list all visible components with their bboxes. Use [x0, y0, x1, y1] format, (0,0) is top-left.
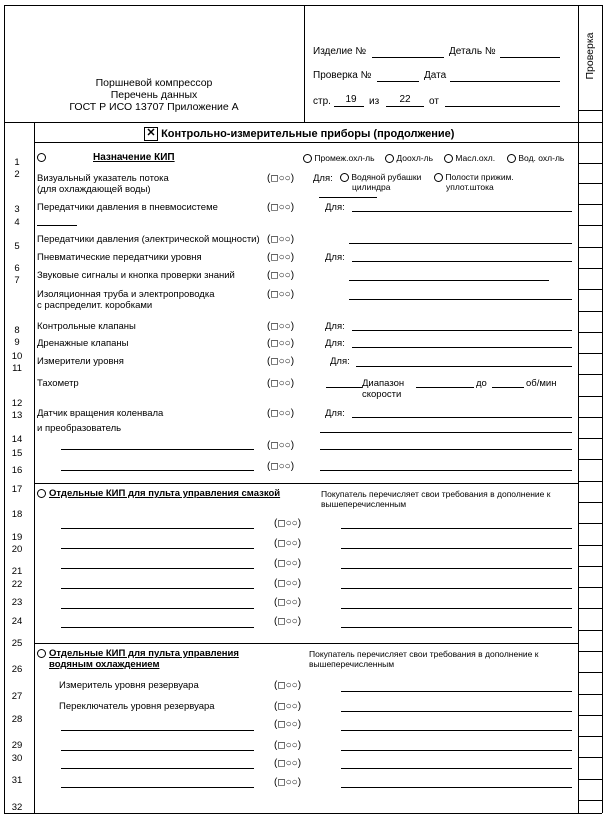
check-column-tick: [578, 757, 602, 758]
flow-line-1: Визуальный указатель потока: [37, 173, 169, 184]
tacho-range-label: [362, 378, 422, 400]
pipe-label: [37, 289, 267, 311]
option-oilcooler[interactable]: [444, 153, 495, 163]
extra-item-field-1[interactable]: [61, 449, 254, 450]
selection-marker[interactable]: (◻○○): [274, 777, 302, 788]
date-field[interactable]: [450, 81, 560, 82]
radio-circle-icon: [37, 649, 46, 658]
product-label: Изделие №: [313, 46, 367, 57]
check-column-line: [578, 110, 602, 111]
product-field[interactable]: [372, 57, 444, 58]
selection-marker[interactable]: (◻○○): [274, 597, 302, 608]
option-aftercooler[interactable]: [385, 153, 433, 163]
line-number: 26: [11, 664, 23, 675]
entry-line[interactable]: [341, 711, 572, 712]
crank-line-1: Датчик вращения коленвала: [37, 408, 164, 419]
selection-marker[interactable]: (◻○○): [267, 378, 295, 389]
level-gauge-label: Измерители уровня: [37, 356, 124, 367]
control-for-label: Для:: [325, 321, 345, 332]
line-number: 9: [14, 337, 20, 348]
header-title: [4, 77, 304, 113]
line-number: 29: [11, 740, 23, 751]
selection-marker[interactable]: (◻○○): [267, 234, 295, 245]
entry-line[interactable]: [61, 750, 254, 751]
check-column-tick: [578, 204, 602, 205]
crank-field-2[interactable]: [320, 432, 572, 433]
check-column-tick: [578, 736, 602, 737]
border-bottom: [4, 813, 602, 814]
selection-marker[interactable]: (◻○○): [267, 173, 295, 184]
detail-field[interactable]: [500, 57, 560, 58]
line-number: 27: [11, 691, 23, 702]
tank-level-label: Измеритель уровня резервуара: [59, 680, 199, 691]
water-title-line-2: водяным охлаждением: [49, 659, 160, 670]
selection-marker[interactable]: (◻○○): [267, 338, 295, 349]
selection-marker[interactable]: (◻○○): [274, 616, 302, 627]
line-number: 6: [14, 263, 20, 274]
check-column-tick: [578, 523, 602, 524]
range-to-label: до: [476, 378, 487, 389]
lube-note: [321, 489, 581, 509]
date-label: Дата: [424, 70, 447, 81]
check-column-tick: [578, 800, 602, 801]
line-number: 16: [11, 465, 23, 476]
line-number: 28: [11, 714, 23, 725]
level-gauge-for-label: Для:: [330, 356, 350, 367]
selection-marker[interactable]: (◻○○): [274, 701, 302, 712]
header-divider: [304, 5, 305, 122]
line-number: 32: [11, 802, 23, 813]
extra-value-field-1[interactable]: [320, 449, 572, 450]
line-number: 7: [14, 275, 20, 286]
selection-marker[interactable]: (◻○○): [274, 719, 302, 730]
line-number: 11: [12, 363, 22, 374]
purpose-circle[interactable]: [37, 152, 46, 163]
check-column-tick: [578, 247, 602, 248]
water-note-line-2: вышеперечисленным: [309, 659, 395, 669]
radio-circle-icon: [434, 173, 443, 182]
lube-circle[interactable]: [37, 488, 46, 499]
alarm-field[interactable]: [349, 280, 549, 281]
entry-line[interactable]: [61, 627, 254, 628]
selection-marker[interactable]: (◻○○): [267, 461, 295, 472]
selection-marker[interactable]: (◻○○): [267, 408, 295, 419]
pipe-line-1: Изоляционная труба и электропроводка: [37, 289, 215, 300]
drain-label: Дренажные клапаны: [37, 338, 129, 349]
entry-line[interactable]: [61, 730, 254, 731]
page-value: 19: [345, 94, 357, 105]
check-column-tick: [578, 332, 602, 333]
entry-line[interactable]: [341, 768, 572, 769]
check-column-tick: [578, 587, 602, 588]
detail-label: Деталь №: [449, 46, 496, 57]
radio-circle-icon: [385, 154, 394, 163]
control-label: Контрольные клапаны: [37, 321, 136, 332]
option-packing[interactable]: [434, 172, 554, 192]
line-number: 24: [11, 616, 23, 627]
drain-field[interactable]: [352, 347, 572, 348]
lube-note-line-1: Покупатель перечисляет свои требования в дополнение к: [321, 489, 551, 499]
range-to-field[interactable]: [492, 387, 524, 388]
check-field[interactable]: [377, 81, 419, 82]
selection-marker[interactable]: (◻○○): [274, 758, 302, 769]
line-number: 8: [14, 325, 20, 336]
border-right: [602, 5, 603, 813]
radio-circle-icon: [507, 154, 516, 163]
selection-marker[interactable]: (◻○○): [274, 518, 302, 529]
check-column-tick: [578, 715, 602, 716]
line-number-divider: [34, 122, 35, 813]
check-column-label: Проверка: [584, 32, 596, 80]
packing-line-1: Полости прижим.: [445, 172, 514, 182]
of-label: из: [369, 96, 380, 107]
radio-circle-icon: [37, 489, 46, 498]
entry-line[interactable]: [341, 528, 572, 529]
check-column-tick: [578, 289, 602, 290]
line-number: 3: [14, 204, 20, 215]
entry-line[interactable]: [341, 750, 572, 751]
radio-circle-icon: [303, 154, 312, 163]
title-line-1: Поршневой компрессор: [95, 77, 213, 89]
total-value: 22: [399, 94, 411, 105]
selection-marker[interactable]: (◻○○): [267, 270, 295, 281]
water-note: [309, 649, 579, 669]
crank-line-2: и преобразователь: [37, 423, 122, 434]
check-column-tick: [578, 459, 602, 460]
line-number: 13: [11, 410, 23, 421]
total-field: [386, 106, 424, 107]
entry-line[interactable]: [61, 588, 254, 589]
check-column-tick: [578, 502, 602, 503]
line-number: 1: [14, 157, 20, 168]
tacho-label: Тахометр: [37, 378, 79, 389]
crank-field[interactable]: [352, 417, 572, 418]
check-column-tick: [578, 651, 602, 652]
lube-title: Отдельные КИП для пульта управления смазкой: [49, 488, 281, 499]
crank-for-label: Для:: [325, 408, 345, 419]
page-label: стр.: [313, 96, 331, 107]
check-column-tick: [578, 545, 602, 546]
option-intercooler-label: Промеж.охл-ль: [314, 153, 375, 163]
line-number: 14: [11, 434, 23, 445]
lube-section-line: [34, 483, 578, 484]
check-column-tick: [578, 353, 602, 354]
option-watercooler-label: Вод. охл-ль: [518, 153, 565, 163]
rpm-label: об/мин: [526, 378, 557, 389]
line-number: 31: [11, 775, 23, 786]
water-section-line: [34, 643, 578, 644]
electric-field[interactable]: [349, 243, 572, 244]
check-column-tick: [578, 779, 602, 780]
section-title-text: Контрольно-измерительные приборы (продолжение): [161, 127, 455, 140]
flow-indicator-label: [37, 173, 267, 195]
radio-circle-icon: [340, 173, 349, 182]
entry-line[interactable]: [61, 548, 254, 549]
entry-line[interactable]: [341, 627, 572, 628]
water-note-line-1: Покупатель перечисляет свои требования в дополнение к: [309, 649, 539, 659]
level-tx-for-label: Для:: [325, 252, 345, 263]
selection-marker[interactable]: (◻○○): [267, 289, 295, 300]
entry-line[interactable]: [341, 548, 572, 549]
from-label: от: [429, 96, 439, 107]
jacket-line-2: цилиндра: [352, 182, 391, 193]
lube-note-line-2: вышеперечисленным: [321, 499, 407, 509]
check-column-tick: [578, 225, 602, 226]
line-number: 18: [11, 509, 23, 520]
speed-label: скорости: [362, 389, 402, 400]
check-column-divider: [578, 5, 579, 813]
flow-for-label: Для:: [313, 173, 333, 184]
line-number: 20: [11, 544, 23, 555]
check-column-tick: [578, 183, 602, 184]
title-line-2: Перечень данных: [110, 89, 198, 101]
tacho-field[interactable]: [326, 387, 362, 388]
from-field[interactable]: [445, 106, 560, 107]
entry-line[interactable]: [341, 691, 572, 692]
entry-line[interactable]: [61, 608, 254, 609]
selection-marker[interactable]: (◻○○): [267, 356, 295, 367]
section-title: [144, 127, 454, 141]
option-oilcooler-label: Масл.охл.: [455, 153, 496, 163]
purpose-label: Назначение КИП: [93, 152, 175, 163]
selection-marker[interactable]: (◻○○): [274, 680, 302, 691]
entry-line[interactable]: [61, 768, 254, 769]
check-column-tick: [578, 438, 602, 439]
check-column-tick: [578, 417, 602, 418]
entry-line[interactable]: [341, 787, 572, 788]
line-number: 23: [11, 597, 23, 608]
pneumo-label: Передатчики давления в пневмосистеме: [37, 202, 218, 213]
selection-marker[interactable]: (◻○○): [274, 558, 302, 569]
check-column-tick: [578, 566, 602, 567]
alarm-label: Звуковые сигналы и кнопка проверки знаний: [37, 270, 235, 281]
selection-marker[interactable]: (◻○○): [267, 321, 295, 332]
line-number: 4: [14, 217, 20, 228]
check-column-tick: [578, 268, 602, 269]
border-top: [4, 5, 602, 6]
pneumo-field[interactable]: [352, 211, 572, 212]
line-number: 15: [11, 448, 23, 459]
line-number: 5: [14, 241, 20, 252]
extra-item-field-2[interactable]: [61, 470, 254, 471]
line-number: 10: [11, 351, 23, 362]
water-circle[interactable]: [37, 648, 46, 659]
level-tx-label: Пневматические передатчики уровня: [37, 252, 202, 263]
line-number: 19: [11, 532, 23, 543]
option-intercooler[interactable]: [303, 153, 375, 163]
level-tx-field[interactable]: [352, 261, 572, 262]
check-column-tick: [578, 396, 602, 397]
check-column-tick: [578, 481, 602, 482]
data-sheet: [4, 5, 602, 813]
check-column-tick: [578, 630, 602, 631]
line-number: 17: [11, 484, 23, 495]
check-column-tick: [578, 672, 602, 673]
page-field: [334, 106, 364, 107]
line-number: 22: [11, 579, 23, 590]
entry-line[interactable]: [341, 588, 572, 589]
entry-line[interactable]: [341, 568, 572, 569]
flow-field[interactable]: [319, 197, 377, 198]
range-from-field[interactable]: [416, 387, 474, 388]
packing-line-2: уплот.штока: [446, 182, 494, 193]
option-jacket[interactable]: [340, 172, 440, 192]
check-column-tick: [578, 163, 602, 164]
selection-marker[interactable]: (◻○○): [274, 538, 302, 549]
control-field[interactable]: [352, 330, 572, 331]
option-watercooler[interactable]: [507, 153, 564, 163]
line-number: 30: [11, 753, 23, 764]
entry-line[interactable]: [341, 730, 572, 731]
line-number: 21: [11, 566, 23, 577]
flow-line-2: (для охлаждающей воды): [37, 184, 151, 195]
line-number: 2: [14, 169, 20, 180]
jacket-line-1: Водяной рубашки: [351, 172, 422, 182]
check-column-tick: [578, 374, 602, 375]
selection-marker[interactable]: (◻○○): [274, 578, 302, 589]
electric-label: Передатчики давления (электрической мощности): [37, 234, 260, 245]
range-label: Диапазон: [362, 378, 405, 389]
pneumo-for-label: Для:: [325, 202, 345, 213]
pipe-line-2: с распределит. коробками: [37, 300, 153, 311]
check-column-tick: [578, 142, 602, 143]
check-column-tick: [578, 608, 602, 609]
section-title-line: [34, 142, 578, 143]
level-gauge-field[interactable]: [356, 366, 572, 367]
water-title: [49, 648, 299, 670]
radio-circle-icon: [444, 154, 453, 163]
crank-label: [37, 408, 267, 434]
selection-marker[interactable]: (◻○○): [267, 252, 295, 263]
entry-line[interactable]: [61, 568, 254, 569]
check-label: Проверка №: [313, 70, 372, 81]
check-column-tick: [578, 311, 602, 312]
line-number: 25: [11, 638, 23, 649]
selection-marker[interactable]: (◻○○): [267, 202, 295, 213]
pipe-field[interactable]: [349, 299, 572, 300]
radio-circle-icon: [37, 153, 46, 162]
drain-for-label: Для:: [325, 338, 345, 349]
entry-line[interactable]: [61, 528, 254, 529]
selection-marker[interactable]: (◻○○): [274, 740, 302, 751]
entry-line[interactable]: [61, 787, 254, 788]
selection-marker[interactable]: (◻○○): [267, 440, 295, 451]
check-column-tick: [578, 694, 602, 695]
option-aftercooler-label: Доохл-ль: [396, 153, 434, 163]
extra-value-field-2[interactable]: [320, 470, 572, 471]
water-title-line-1: Отдельные КИП для пульта управления: [49, 648, 239, 659]
checked-box-icon: ✕: [144, 127, 158, 141]
header-bottom-line: [4, 122, 602, 123]
title-line-3: ГОСТ Р ИСО 13707 Приложение А: [69, 101, 239, 113]
tank-switch-label: Переключатель уровня резервуара: [59, 701, 215, 712]
line-number: 12: [11, 398, 23, 409]
pneumo-extra-line[interactable]: [37, 225, 77, 226]
entry-line[interactable]: [341, 608, 572, 609]
